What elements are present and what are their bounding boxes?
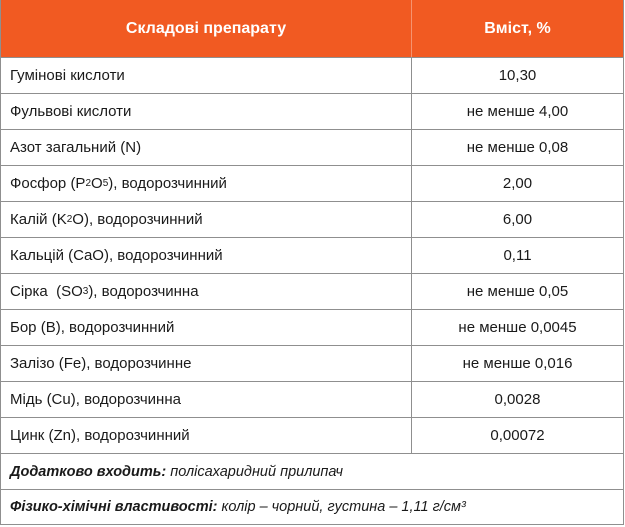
component-value: не менше 0,0045 [458, 319, 577, 336]
component-name: Фосфор (P 2 O 5 ), водорозчинний [1, 166, 412, 201]
component-value: 0,11 [503, 247, 532, 264]
component-name: Мідь (Cu), водорозчинна [1, 382, 412, 417]
additional-info-note [1, 454, 623, 490]
component-name: Гумінові кислоти [1, 58, 412, 93]
component-value: не менше 4,00 [466, 103, 569, 120]
component-name: Калій (K 2 O), водорозчинний [1, 202, 412, 237]
component-value: 6,00 [502, 211, 533, 228]
note-text: колір – чорний, густина – 1,11 г/см³ [221, 499, 466, 515]
table-header [1, 0, 623, 58]
component-name: Кальцій (CaO), водорозчинний [1, 238, 412, 273]
table-row [1, 346, 623, 382]
component-name: Фульвові кислоти [1, 94, 412, 129]
header-content-percent: Вміст, % [484, 19, 551, 37]
table-row [1, 58, 623, 94]
physicochemical-properties-note [1, 490, 623, 525]
header-components: Складові препарату [1, 0, 412, 57]
component-value: не менше 0,05 [466, 283, 569, 300]
table-row [1, 166, 623, 202]
component-value: не менше 0,08 [466, 139, 569, 156]
table-row [1, 202, 623, 238]
table-row [1, 94, 623, 130]
component-name: Бор (B), водорозчинний [1, 310, 412, 345]
name-part: Калій (K [10, 211, 67, 228]
table-row [1, 418, 623, 454]
component-value: 0,0028 [494, 391, 541, 408]
component-name: Залізо (Fe), водорозчинне [1, 346, 412, 381]
component-name: Цинк (Zn), водорозчинний [1, 418, 412, 453]
name-part: ), водорозчинна [88, 283, 199, 300]
name-part: Сірка (SO [10, 283, 83, 300]
name-part: ), водорозчинний [108, 175, 227, 192]
note-label: Фізико-хімічні властивості: [10, 499, 218, 515]
component-name: Сірка (SO 3 ), водорозчинна [1, 274, 412, 309]
component-value: 2,00 [502, 175, 533, 192]
table-row [1, 310, 623, 346]
table-row [1, 238, 623, 274]
table-row [1, 382, 623, 418]
note-text: полісахаридний прилипач [170, 463, 344, 480]
component-name: Азот загальний (N) [1, 130, 412, 165]
name-part: O), водорозчинний [72, 211, 203, 228]
component-value: не менше 0,016 [462, 355, 573, 372]
note-label: Додатково входить: [10, 463, 167, 480]
table-row [1, 130, 623, 166]
name-part: Фосфор (P [10, 175, 86, 192]
component-value: 0,00072 [490, 427, 545, 444]
component-value: 10,30 [498, 67, 537, 84]
table-row [1, 274, 623, 310]
name-part: O [91, 175, 103, 192]
